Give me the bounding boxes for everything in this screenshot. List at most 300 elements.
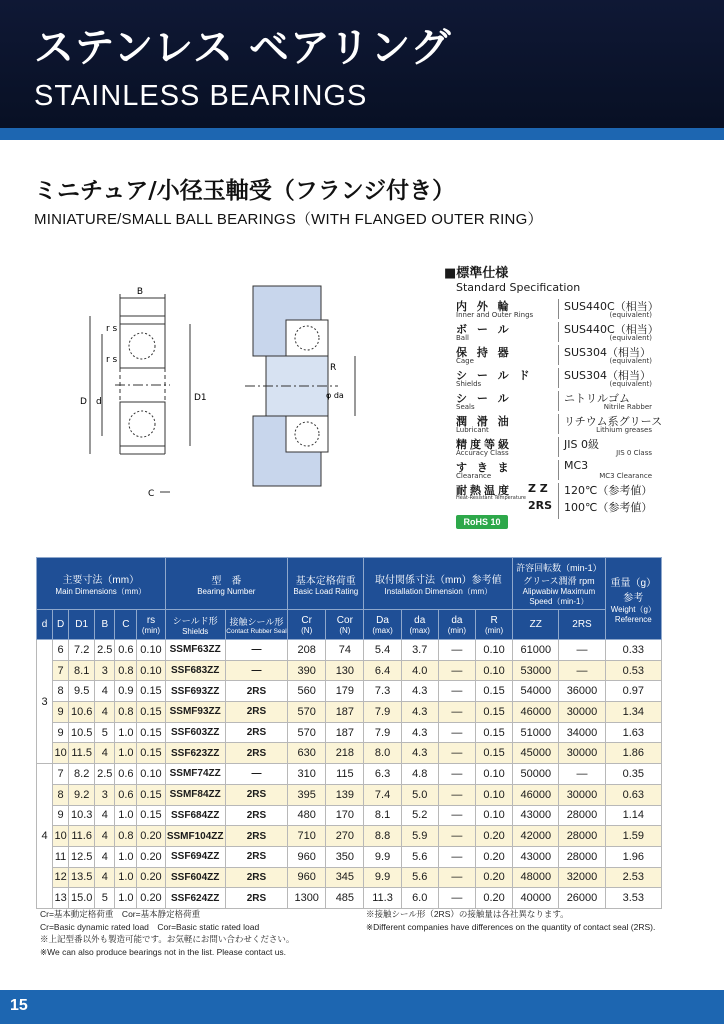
spec-temp-label-en: Heat-Resistant Temperature <box>456 495 527 501</box>
table-row <box>37 640 662 661</box>
table-cell: 6.4 <box>364 660 401 681</box>
table-cell: 15.0 <box>69 888 95 909</box>
table-cell: 12.5 <box>69 846 95 867</box>
spec-value: SUS440C（相当） <box>564 300 659 313</box>
spec-value: SUS304（相当） <box>564 369 652 382</box>
table-row <box>37 846 662 867</box>
table-cell: 9.5 <box>69 681 95 702</box>
table-cell: 0.20 <box>475 826 512 847</box>
th-basic-load: 基本定格荷重 Basic Load Rating <box>288 558 364 610</box>
label-D: D <box>80 397 87 407</box>
spec-title-en: Standard Specification <box>456 281 581 294</box>
table-cell: 10 <box>53 826 69 847</box>
spec-value-en: Nitrile Rabber <box>603 403 652 411</box>
spec-label-en: Ball <box>456 334 469 342</box>
spec-row <box>444 436 664 459</box>
part-number-cell: SSF624ZZ <box>165 888 225 909</box>
note-line: ※We can also produce bearings not in the list. Please contact us. <box>40 946 287 957</box>
table-cell: 54000 <box>513 681 559 702</box>
table-cell: 4 <box>95 681 115 702</box>
th-2rs: 2RS <box>559 610 605 640</box>
table-cell: 0.15 <box>137 722 165 743</box>
table-cell: 0.33 <box>605 640 661 661</box>
table-cell: — <box>225 764 287 785</box>
table-cell: 61000 <box>513 640 559 661</box>
table-row <box>37 888 662 909</box>
spec-value: リチウム系グリース <box>564 415 663 428</box>
spec-row <box>444 413 664 436</box>
table-cell: 350 <box>326 846 364 867</box>
table-cell: 0.20 <box>475 846 512 867</box>
page-number: 15 <box>10 997 28 1014</box>
table-cell: 0.6 <box>115 640 137 661</box>
label-R: R <box>330 363 337 373</box>
header-accent-bar <box>0 128 724 140</box>
table-cell: 5.0 <box>401 784 438 805</box>
bearing-cross-section <box>90 286 355 492</box>
spec-value-en: MC3 Clearance <box>599 472 652 480</box>
spec-label: ボ ー ル <box>456 323 512 336</box>
table-cell: 45000 <box>513 743 559 764</box>
table-cell: 187 <box>326 722 364 743</box>
table-cell: 5 <box>95 888 115 909</box>
spec-label: シ ー ル <box>456 392 512 405</box>
table-cell: 0.10 <box>475 660 512 681</box>
table-cell: 0.15 <box>137 784 165 805</box>
table-cell: 5 <box>95 722 115 743</box>
table-cell: — <box>438 784 475 805</box>
table-cell: 0.97 <box>605 681 661 702</box>
standard-specification <box>444 262 664 525</box>
spec-value-en: (equivalent) <box>609 380 652 388</box>
table-cell: 2RS <box>225 722 287 743</box>
table-cell: 4.3 <box>401 702 438 723</box>
table-cell: 30000 <box>559 743 605 764</box>
table-cell: 10.5 <box>69 722 95 743</box>
spec-row <box>444 321 664 344</box>
table-cell: 8 <box>53 784 69 805</box>
table-cell: 3 <box>95 784 115 805</box>
bore-diameter-cell: 4 <box>37 764 53 909</box>
table-cell: 0.20 <box>475 888 512 909</box>
part-number-cell: SSMF74ZZ <box>165 764 225 785</box>
spec-value: SUS304（相当） <box>564 346 652 359</box>
table-cell: 0.15 <box>475 743 512 764</box>
table-cell: — <box>438 888 475 909</box>
table-cell: 208 <box>288 640 326 661</box>
header-title-jp: ステンレス ベアリング <box>34 25 452 71</box>
bore-diameter-cell: 3 <box>37 640 53 764</box>
table-cell: 270 <box>326 826 364 847</box>
table-cell: 9.9 <box>364 867 401 888</box>
table-cell: 8.1 <box>69 660 95 681</box>
header-title-en: STAINLESS BEARINGS <box>34 80 368 112</box>
th-shields: シールド形 Shields <box>165 610 225 640</box>
table-cell: 0.15 <box>137 805 165 826</box>
th-B: B <box>95 610 115 640</box>
label-rs-mid: r s <box>106 355 118 365</box>
notes-right <box>366 908 655 933</box>
th-seal: 接触シール形 Contact Rubber Seal <box>225 610 287 640</box>
table-cell: 3.7 <box>401 640 438 661</box>
table-cell: 43000 <box>513 805 559 826</box>
table-cell: 179 <box>326 681 364 702</box>
table-cell: 2RS <box>225 743 287 764</box>
table-cell: 0.20 <box>137 867 165 888</box>
table-cell: — <box>438 660 475 681</box>
table-cell: 0.10 <box>475 805 512 826</box>
bearing-diagram <box>40 274 344 514</box>
table-cell: 0.8 <box>115 826 137 847</box>
table-cell: — <box>559 640 605 661</box>
table-cell: 0.10 <box>475 764 512 785</box>
table-cell: 7 <box>53 660 69 681</box>
table-cell: 0.20 <box>137 826 165 847</box>
table-cell: — <box>559 660 605 681</box>
table-cell: — <box>438 722 475 743</box>
table-cell: 1.59 <box>605 826 661 847</box>
spec-value: MC3 <box>564 459 589 472</box>
table-cell: — <box>438 846 475 867</box>
table-cell: 11.5 <box>69 743 95 764</box>
th-D: D <box>53 610 69 640</box>
spec-value: SUS440C（相当） <box>564 323 659 336</box>
table-cell: 8.8 <box>364 826 401 847</box>
table-cell: 1.34 <box>605 702 661 723</box>
table-cell: 0.15 <box>137 702 165 723</box>
table-row <box>37 764 662 785</box>
table-row <box>37 722 662 743</box>
table-row <box>37 805 662 826</box>
spec-value-en: (equivalent) <box>609 334 652 342</box>
table-cell: — <box>438 743 475 764</box>
table-cell: 1.0 <box>115 722 137 743</box>
spec-label: シ ー ル ド <box>456 369 533 382</box>
spec-row <box>444 367 664 390</box>
label-C: C <box>148 489 155 499</box>
table-cell: 4 <box>95 846 115 867</box>
section-title-en: MINIATURE/SMALL BALL BEARINGS（WITH FLANGED OUTER RING） <box>34 211 543 228</box>
table-cell: 5.9 <box>401 826 438 847</box>
table-cell: 0.8 <box>115 702 137 723</box>
table-cell: 42000 <box>513 826 559 847</box>
table-cell: 46000 <box>513 702 559 723</box>
table-cell: 0.15 <box>137 743 165 764</box>
table-cell: 187 <box>326 702 364 723</box>
table-cell: 2RS <box>225 681 287 702</box>
table-cell: 570 <box>288 722 326 743</box>
th-zz: ZZ <box>513 610 559 640</box>
table-cell: 0.10 <box>137 660 165 681</box>
table-cell: 2RS <box>225 784 287 805</box>
spec-value-en: JIS 0 Class <box>616 449 652 457</box>
spec-temp-2rs-value: 100℃（参考値） <box>564 501 653 514</box>
table-cell: 30000 <box>559 702 605 723</box>
spec-value: JIS 0級 <box>564 438 599 451</box>
spec-label: 潤 滑 油 <box>456 415 512 428</box>
spec-value-en: Lithium greases <box>596 426 652 434</box>
table-cell: 28000 <box>559 805 605 826</box>
table-cell: 4 <box>95 743 115 764</box>
note-line: Cr=基本動定格荷重 Cor=基本静定格荷重 <box>40 909 201 919</box>
spec-label: す き ま <box>456 461 512 474</box>
part-number-cell: SSMF84ZZ <box>165 784 225 805</box>
table-cell: 218 <box>326 743 364 764</box>
notes-left <box>40 908 294 958</box>
table-cell: 34000 <box>559 722 605 743</box>
table-cell: 960 <box>288 867 326 888</box>
table-cell: 74 <box>326 640 364 661</box>
table-cell: 4 <box>95 805 115 826</box>
table-cell: 40000 <box>513 888 559 909</box>
table-cell: 0.10 <box>137 764 165 785</box>
table-cell: 4.3 <box>401 681 438 702</box>
table-cell: 4.3 <box>401 743 438 764</box>
table-cell: 2.53 <box>605 867 661 888</box>
table-cell: 9.9 <box>364 846 401 867</box>
table-cell: 0.10 <box>475 784 512 805</box>
table-cell: 2RS <box>225 888 287 909</box>
part-number-cell: SSF684ZZ <box>165 805 225 826</box>
table-cell: 43000 <box>513 846 559 867</box>
table-cell: 48000 <box>513 867 559 888</box>
spec-label-en: Cage <box>456 357 474 365</box>
table-row <box>37 660 662 681</box>
table-cell: 4.8 <box>401 764 438 785</box>
table-cell: 345 <box>326 867 364 888</box>
table-row <box>37 702 662 723</box>
table-cell: 9 <box>53 702 69 723</box>
table-cell: — <box>225 660 287 681</box>
table-cell: 0.15 <box>475 722 512 743</box>
table-cell: 2RS <box>225 805 287 826</box>
table-cell: 1.86 <box>605 743 661 764</box>
table-cell: 0.20 <box>137 888 165 909</box>
table-cell: 0.8 <box>115 660 137 681</box>
table-cell: 630 <box>288 743 326 764</box>
table-row <box>37 867 662 888</box>
th-weight: 重量（g）参考 Weight（g）Reference <box>605 558 661 640</box>
table-cell: 390 <box>288 660 326 681</box>
table-cell: 170 <box>326 805 364 826</box>
spec-label-en: Seals <box>456 403 475 411</box>
spec-label: 内 外 輪 <box>456 300 512 313</box>
spec-row <box>444 298 664 321</box>
table-cell: 310 <box>288 764 326 785</box>
table-cell: 4.0 <box>401 660 438 681</box>
part-number-cell: SSF693ZZ <box>165 681 225 702</box>
part-number-cell: SSF683ZZ <box>165 660 225 681</box>
spec-row <box>444 459 664 482</box>
table-cell: 4.3 <box>401 722 438 743</box>
spec-value: ニトリルゴム <box>564 392 630 405</box>
table-cell: 46000 <box>513 784 559 805</box>
table-cell: 0.6 <box>115 784 137 805</box>
table-cell: 8.2 <box>69 764 95 785</box>
table-cell: 3 <box>95 660 115 681</box>
table-cell: 2RS <box>225 702 287 723</box>
table-cell: 13.5 <box>69 867 95 888</box>
table-cell: 0.6 <box>115 764 137 785</box>
table-cell: 13 <box>53 888 69 909</box>
table-cell: — <box>438 702 475 723</box>
spec-temp-2rs-code: 2RS <box>528 499 553 512</box>
table-cell: 5.4 <box>364 640 401 661</box>
table-cell: 139 <box>326 784 364 805</box>
table-cell: 5.2 <box>401 805 438 826</box>
spec-value-en: (equivalent) <box>609 357 652 365</box>
table-cell: 7.9 <box>364 722 401 743</box>
page-footer <box>0 990 724 1024</box>
table-cell: 8 <box>53 681 69 702</box>
table-row <box>37 681 662 702</box>
th-d: d <box>37 610 53 640</box>
label-rs-top: r s <box>106 324 118 334</box>
th-da-max: da (max) <box>401 610 438 640</box>
table-cell: 7.9 <box>364 702 401 723</box>
table-cell: — <box>559 764 605 785</box>
table-cell: 0.10 <box>475 640 512 661</box>
table-cell: 8.1 <box>364 805 401 826</box>
table-cell: 11.3 <box>364 888 401 909</box>
th-rs: rs (min) <box>137 610 165 640</box>
th-installation: 取付関係寸法（mm）参考値 Installation Dimension（mm） <box>364 558 513 610</box>
table-cell: 4 <box>95 826 115 847</box>
bearing-table <box>36 557 662 909</box>
table-cell: 2.5 <box>95 640 115 661</box>
spec-temp-label: 耐熱温度 <box>456 484 512 497</box>
th-cor: Cor (N) <box>326 610 364 640</box>
table-cell: 10.6 <box>69 702 95 723</box>
table-cell: 0.9 <box>115 681 137 702</box>
part-number-cell: SSF603ZZ <box>165 722 225 743</box>
table-cell: 560 <box>288 681 326 702</box>
th-R: R (min) <box>475 610 512 640</box>
spec-label-en: Inner and Outer Rings <box>456 311 534 319</box>
table-cell: 395 <box>288 784 326 805</box>
table-cell: 11 <box>53 846 69 867</box>
table-cell: — <box>438 640 475 661</box>
table-cell: 0.10 <box>137 640 165 661</box>
th-bearing-number: 型 番 Bearing Number <box>165 558 288 610</box>
table-cell: — <box>438 826 475 847</box>
th-da-min: da (min) <box>438 610 475 640</box>
section-title-jp: ミニチュア/小径玉軸受（フランジ付き） <box>34 178 456 204</box>
th-cr: Cr (N) <box>288 610 326 640</box>
spec-temp-zz-value: 120℃（参考値） <box>564 484 653 497</box>
table-cell: 4 <box>95 867 115 888</box>
table-cell: 1.14 <box>605 805 661 826</box>
table-cell: 710 <box>288 826 326 847</box>
table-cell: 5.6 <box>401 846 438 867</box>
table-cell: 6.0 <box>401 888 438 909</box>
table-cell: 2RS <box>225 867 287 888</box>
table-cell: 1.0 <box>115 867 137 888</box>
table-cell: 0.15 <box>137 681 165 702</box>
table-cell: 11.6 <box>69 826 95 847</box>
table-cell: 1.63 <box>605 722 661 743</box>
table-cell: 0.20 <box>137 846 165 867</box>
table-cell: 28000 <box>559 846 605 867</box>
table-cell: 1300 <box>288 888 326 909</box>
table-cell: 0.15 <box>475 702 512 723</box>
table-cell: 51000 <box>513 722 559 743</box>
table-cell: 3.53 <box>605 888 661 909</box>
table-cell: 1.0 <box>115 888 137 909</box>
spec-label-en: Accuracy Class <box>456 449 509 457</box>
table-cell: — <box>225 640 287 661</box>
table-cell: 960 <box>288 846 326 867</box>
spec-label: 保 持 器 <box>456 346 512 359</box>
page-header <box>0 0 724 128</box>
table-row <box>37 826 662 847</box>
table-cell: 1.0 <box>115 743 137 764</box>
table-cell: 50000 <box>513 764 559 785</box>
spec-row <box>444 390 664 413</box>
label-D1: D1 <box>194 393 207 403</box>
table-cell: 5.6 <box>401 867 438 888</box>
table-cell: 2RS <box>225 826 287 847</box>
table-cell: 30000 <box>559 784 605 805</box>
table-cell: 7.3 <box>364 681 401 702</box>
th-speed: 許容回転数（min-1）グリース潤滑 rpm Alipwabiw Maximum Speed（min-1） <box>513 558 605 610</box>
table-cell: 115 <box>326 764 364 785</box>
table-cell: 32000 <box>559 867 605 888</box>
part-number-cell: SSMF93ZZ <box>165 702 225 723</box>
table-row <box>37 784 662 805</box>
spec-label: 精度等級 <box>456 438 512 451</box>
spec-title: ■標準仕様 <box>444 266 509 281</box>
spec-label-en: Lubricant <box>456 426 489 434</box>
note-line: ※Different companies have differences on the quantity of contact seal (2RS). <box>366 921 656 932</box>
spec-value-en: (equivalent) <box>609 311 652 319</box>
part-number-cell: SSMF104ZZ <box>165 826 225 847</box>
table-cell: 26000 <box>559 888 605 909</box>
table-cell: 485 <box>326 888 364 909</box>
table-cell: 570 <box>288 702 326 723</box>
spec-label-en: Shields <box>456 380 482 388</box>
label-B: B <box>136 287 144 297</box>
table-cell: 6.3 <box>364 764 401 785</box>
table-cell: 10 <box>53 743 69 764</box>
table-cell: 28000 <box>559 826 605 847</box>
table-cell: — <box>438 867 475 888</box>
table-cell: 0.15 <box>475 681 512 702</box>
table-cell: 1.0 <box>115 846 137 867</box>
table-cell: 36000 <box>559 681 605 702</box>
table-row <box>37 743 662 764</box>
table-cell: 10.3 <box>69 805 95 826</box>
table-cell: — <box>438 764 475 785</box>
part-number-cell: SSMF63ZZ <box>165 640 225 661</box>
table-cell: 6 <box>53 640 69 661</box>
part-number-cell: SSF694ZZ <box>165 846 225 867</box>
table-cell: — <box>438 681 475 702</box>
rohs-badge: RoHS 10 <box>456 515 508 529</box>
table-cell: 7 <box>53 764 69 785</box>
table-cell: 7.2 <box>69 640 95 661</box>
note-line: ※接触シール形（2RS）の接触量は各社異なります。 <box>366 909 569 919</box>
note-line: ※上記型番以外も製造可能です。お気軽にお問い合わせください。 <box>40 934 295 944</box>
label-da: φ da <box>326 391 344 400</box>
table-cell: 480 <box>288 805 326 826</box>
part-number-cell: SSF623ZZ <box>165 743 225 764</box>
th-D1: D1 <box>69 610 95 640</box>
part-number-cell: SSF604ZZ <box>165 867 225 888</box>
table-cell: 9 <box>53 722 69 743</box>
table-cell: 4 <box>95 702 115 723</box>
spec-temp-zz-code: Z Z <box>528 482 548 495</box>
